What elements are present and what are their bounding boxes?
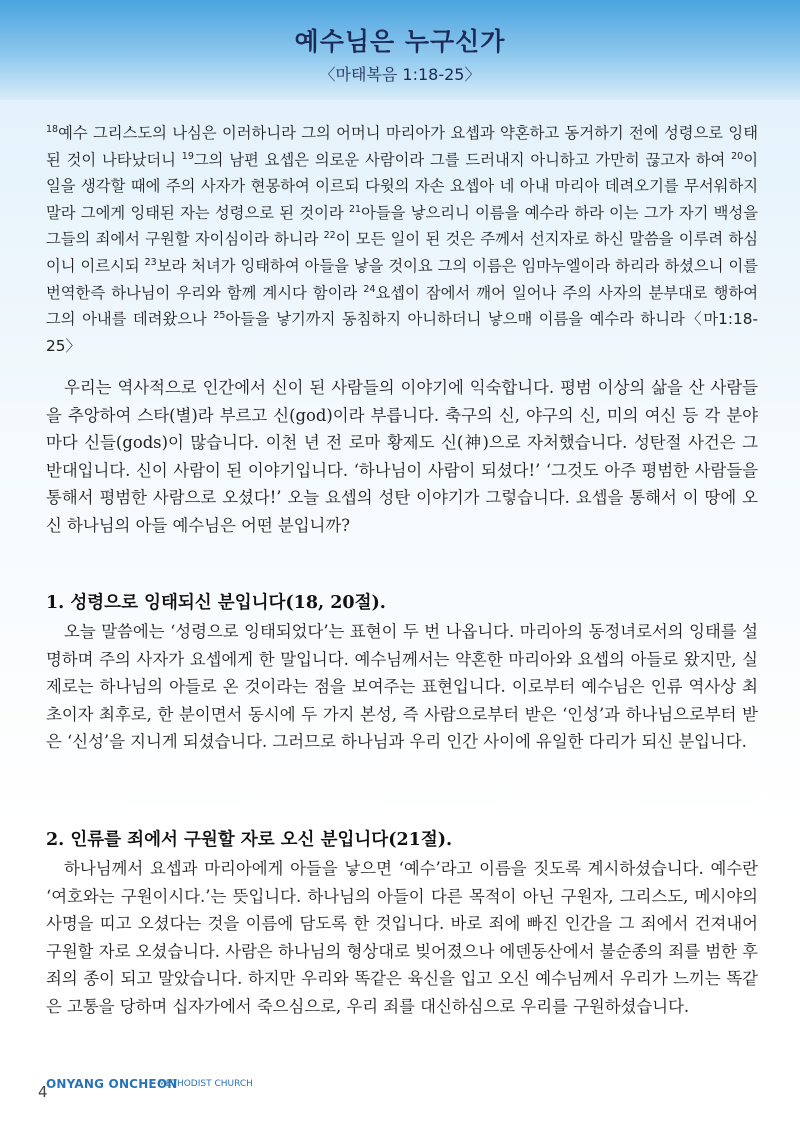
page-number: 4 [38, 1083, 48, 1101]
verse-text: 아들을 낳으리니 이름을 예수라 하라 이는 그가 자기 백성을 그들의 죄에서 구원할 자이심이라 하니라 [46, 203, 758, 249]
page-title: 예수님은 누구신가 [294, 27, 506, 56]
section-body-2 [46, 855, 758, 1021]
verse-text: 예수 그리스도의 나심은 이러하니라 그의 어머니 마리아가 요셉과 약혼하고 동거하기 전에 성령으로 잉태된 것이 나타났더니 [46, 124, 758, 169]
verse-number: 25 [213, 310, 226, 322]
scripture-passage [46, 120, 758, 359]
section-heading-1: 1. 성령으로 잉태되신 분입니다(18, 20절). [46, 593, 386, 613]
verse-number: 21 [348, 203, 362, 215]
verse-text: 요셉이 잠에서 깨어 일어나 주의 사자의 분부대로 행하여 그의 아내를 데려왔으나 [46, 283, 759, 329]
verse-text: 그의 남편 요셉은 의로운 사람이라 그를 드러내지 아니하고 가만히 끊고자 하여 [193, 150, 732, 169]
intro-paragraph: 우리는 역사적으로 인간에서 신이 된 사람들의 이야기에 익숙합니다. 평범 이상의 삶을 산 사람들을 추앙하여 스타(별)라 부르고 신(god)이라 부릅니다. 축구의 신, 야구의 신, 미의 여신 등 각 분야마다 신들(gods)이 많습니다. 이천 년 전 로마 황제도 신(神)으로 자처했습니다. 성탄절 사건은 그 반대입니다. 신이 사람이 된 이야기입니다. ‘하나님이 사람이 되셨다!’ ‘그것도 아주 평범한 사람들을 통해서 평범한 사람으로 오셨다!’ 오늘 요셉의 성탄 이야기가 그렇습니다. 요셉을 통해서 이 땅에 오신 하나님의 아들 예수님은 어떤 분입니까? [46, 378, 758, 535]
header [0, 22, 800, 85]
verse-number: 24 [363, 283, 376, 295]
intro-section [46, 374, 758, 540]
section-paragraph: 하나님께서 요셉과 마리아에게 아들을 낳으면 ‘예수’라고 이름을 짓도록 계시하셨습니다. 예수란 ‘여호와는 구원이시다.’는 뜻입니다. 하나님의 아들이 다른 목적이 아닌 구원자, 그리스도, 메시야의 사명을 띠고 오셨다는 것을 이름에 담도록 한 것입니다. 바로 죄에 빠진 인간을 그 죄에서 건져내어 구원할 자로 오셨습니다. 사람은 하나님의 형상대로 빚어졌으나 에덴동산에서 불순종의 죄를 범한 후 죄의 종이 되고 말았습니다. 하지만 우리와 똑같은 육신을 입고 오신 예수님께서 우리가 느끼는 똑같은 고통을 당하며 십자가에서 죽으심으로, 우리 죄를 대신하심으로 우리를 구원하셨습니다. [46, 859, 758, 1016]
church-logo-subtext: METHODIST CHURCH [158, 1079, 253, 1089]
verse-number: 19 [181, 150, 194, 162]
verse-text: 이 일을 생각할 때에 주의 사자가 현몽하여 이르되 다윗의 자손 요셉아 네 아내 마리아 데려오기를 무서워하지 말라 그에게 잉태된 자는 성령으로 된 것이라 [46, 150, 758, 222]
section-heading-2: 2. 인류를 죄에서 구원할 자로 오신 분입니다(21절). [46, 830, 453, 850]
section-body-1 [46, 618, 758, 756]
verse-text: 이 모든 일이 된 것은 주께서 선지자로 하신 말씀을 이루려 하심이니 이르시되 [46, 230, 758, 275]
verse-number: 23 [144, 256, 157, 268]
verse-number: 18 [46, 124, 59, 135]
section-paragraph: 오늘 말씀에는 ‘성령으로 잉태되었다’는 표현이 두 번 나옵니다. 마리아의 동정녀로서의 잉태를 설명하며 주의 사자가 요셉에게 한 말입니다. 예수님께서는 약혼한 마리아와 요셉의 아들로 왔지만, 실제로는 하나님의 아들로 온 것이라는 점을 보여주는 표현입니다. 이로부터 예수님은 인류 역사상 최초이자 최후로, 한 분이면서 동시에 두 가지 본성, 즉 사람으로부터 받은 ‘인성’과 하나님으로부터 받은 ‘신성’을 지니게 되셨습니다. 그러므로 하나님과 우리 인간 사이에 유일한 다리가 되신 분입니다. [46, 622, 758, 752]
verse-number: 20 [731, 150, 744, 162]
church-logo-text: ONYANG ONCHEON [46, 1077, 178, 1091]
verse-text: 보라 처녀가 잉태하여 아들을 낳을 것이요 그의 이름은 임마누엘이라 하리라 하셨으니 이를 번역한즉 하나님이 우리와 함께 계시다 함이라 [46, 256, 759, 302]
verse-number: 22 [323, 230, 336, 242]
verse-text: 아들을 낳기까지 동침하지 아니하더니 낳으매 이름을 예수라 하니라〈마1:18-25〉 [46, 310, 758, 355]
scripture-reference: 〈마태복음 1:18-25〉 [319, 65, 481, 84]
